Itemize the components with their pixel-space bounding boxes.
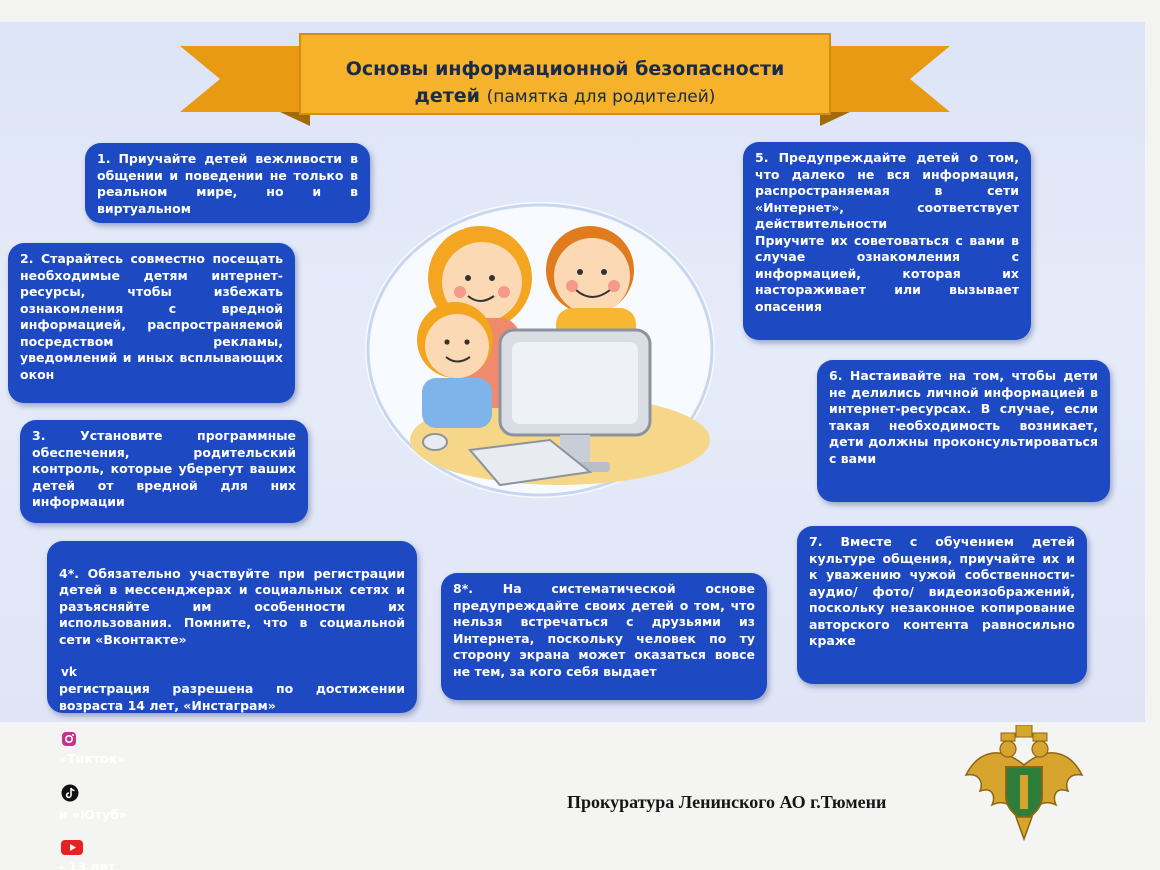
svg-text:vk: vk xyxy=(61,664,77,677)
family-computer-illustration xyxy=(360,200,720,510)
banner-note: (памятка для родителей) xyxy=(486,87,716,107)
tip-card-4 xyxy=(47,541,417,870)
banner-title-subject: детей xyxy=(414,85,480,107)
tip-card-6 xyxy=(817,360,1110,502)
tip-card-5-text: 5. Предупреждайте детей о том, что далеко не вся информация, распространяемая в сети «Интернет», соответствует действительности Приучите их советоваться с вами в случае ознакомления с информацией, которая их настораживает или вызывает опасения xyxy=(755,150,1019,314)
tip-card-6-text: 6. Настаивайте на том, чтобы дети не делились личной информацией в интернет-ресурсах. В случае, если такая необходимость возникает, дети должны проконсультироваться с вами xyxy=(829,368,1098,466)
tip-card-4-text-3: «Тикток» xyxy=(59,751,126,766)
tip-card-4-text-4: и «Ютуб» xyxy=(59,806,128,822)
instagram-icon xyxy=(61,714,77,751)
tip-card-4-text-5: - 13 лет xyxy=(59,859,116,870)
tip-card-7-text: 7. Вместе с обучением детей культуре общения, приучайте их и к уважению чужой собственности- аудио/ фото/ видеоизображений, поскольку незаконное копирование авторского контента равносильно краже xyxy=(809,534,1075,648)
tip-card-3 xyxy=(20,420,308,523)
tip-card-8-text: 8*. На систематической основе предупреждайте своих детей о том, что нельзя встречаться с друзьями из Интернета, поскольку человек по ту сторону экрана может оказаться вовсе не тем, за кого себя выдает xyxy=(453,581,755,679)
tip-card-2-text: 2. Старайтесь совместно посещать необходимые детям интернет- ресурсы, чтобы избежать ознакомления с вредной информацией, распространяемой посредством рекламы, уведомлений и иных всплывающих окон xyxy=(20,251,283,382)
tip-card-5 xyxy=(743,142,1031,340)
vk-icon xyxy=(61,648,79,681)
youtube-icon xyxy=(61,823,83,859)
tip-card-1-text: 1. Приучайте детей вежливости в общении и поведении не только в реальном мире, но и в виртуальном xyxy=(97,151,358,216)
tip-card-8 xyxy=(441,573,767,700)
tip-card-1 xyxy=(85,143,370,223)
tip-card-3-text: 3. Установите программные обеспечения, родительский контроль, которые уберегут ваших детей от вредной для них информации xyxy=(32,428,296,509)
tiktok-icon xyxy=(61,768,79,807)
tip-card-7 xyxy=(797,526,1087,684)
tip-card-2 xyxy=(8,243,295,403)
tip-card-4-text: 4*. Обязательно участвуйте при регистрации детей в мессенджерах и социальных сетях и разъясняйте им особенности их использования. Помните, что в социальной сети «Вконтакте» xyxy=(59,565,405,647)
organization-name: Прокуратура Ленинского АО г.Тюмени xyxy=(567,792,887,812)
prosecutor-emblem-icon xyxy=(960,725,1088,843)
title-banner xyxy=(180,26,950,130)
banner-title: Основы информационной безопасности xyxy=(345,58,785,80)
tip-card-4-text-2: регистрация разрешена по достижении возраста 14 лет, «Инстаграм» xyxy=(59,681,405,713)
